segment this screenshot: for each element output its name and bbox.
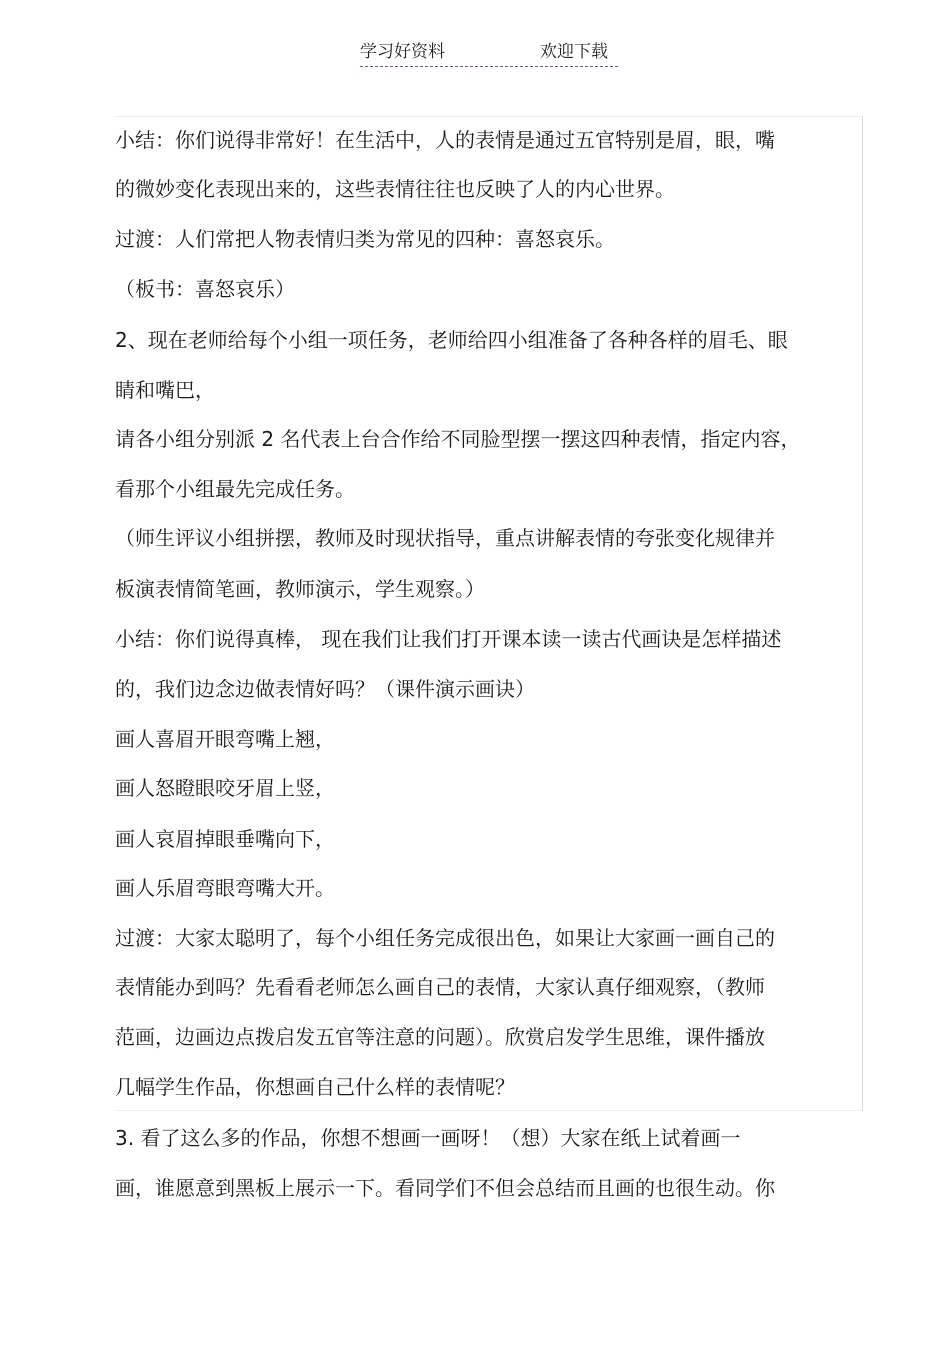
content-frame <box>115 116 863 1111</box>
text-line: 范画，边画边点拨启发五官等注意的问题）。欣赏启发学生思维，课件播放 <box>115 1025 765 1049</box>
text-line: 睛和嘴巴， <box>115 378 215 402</box>
text-line: 几幅学生作品，你想画自己什么样的表情呢？ <box>115 1075 515 1099</box>
text-line: （师生评议小组拼摆，教师及时现状指导，重点讲解表情的夸张变化规律并 <box>115 526 775 550</box>
text-line: 板演表情简笔画，教师演示，学生观察。） <box>115 577 485 601</box>
text-line: 3. 看了这么多的作品，你想不想画一画呀！（想）大家在纸上试着画一 <box>115 1126 741 1150</box>
text-line: 画人哀眉掉眼垂嘴向下， <box>115 827 335 851</box>
text-line: 看那个小组最先完成任务。 <box>115 477 355 501</box>
text-line: 的，我们边念边做表情好吗？（课件演示画诀） <box>115 677 535 701</box>
header-left-text: 学习好资料 <box>360 42 445 62</box>
page-header <box>360 40 618 67</box>
text-line: 小结：你们说得真棒， 现在我们让我们打开课本读一读古代画诀是怎样描述 <box>115 627 782 651</box>
text-line: 过渡：大家太聪明了，每个小组任务完成很出色，如果让大家画一画自己的 <box>115 926 775 950</box>
text-line: 过渡：人们常把人物表情归类为常见的四种：喜怒哀乐。 <box>115 227 615 251</box>
text-line: 画人乐眉弯眼弯嘴大开。 <box>115 876 335 900</box>
text-line: 画人怒瞪眼咬牙眉上竖， <box>115 776 335 800</box>
text-line: 画，谁愿意到黑板上展示一下。看同学们不但会总结而且画的也很生动。你 <box>115 1176 775 1200</box>
text-line: 请各小组分别派 2 名代表上台合作给不同脸型摆一摆这四种表情，指定内容， <box>115 427 801 451</box>
text-line: 2、现在老师给每个小组一项任务，老师给四小组准备了各种各样的眉毛、眼 <box>115 328 788 352</box>
text-line: 的微妙变化表现出来的，这些表情往往也反映了人的内心世界。 <box>115 177 675 201</box>
text-line: 小结：你们说得非常好！在生活中，人的表情是通过五官特别是眉，眼，嘴 <box>115 128 775 152</box>
text-line: 画人喜眉开眼弯嘴上翘， <box>115 727 335 751</box>
text-line: （板书：喜怒哀乐） <box>115 277 295 301</box>
header-right-text: 欢迎下载 <box>540 42 608 62</box>
text-line: 表情能办到吗？先看看老师怎么画自己的表情，大家认真仔细观察，（教师 <box>115 975 765 999</box>
